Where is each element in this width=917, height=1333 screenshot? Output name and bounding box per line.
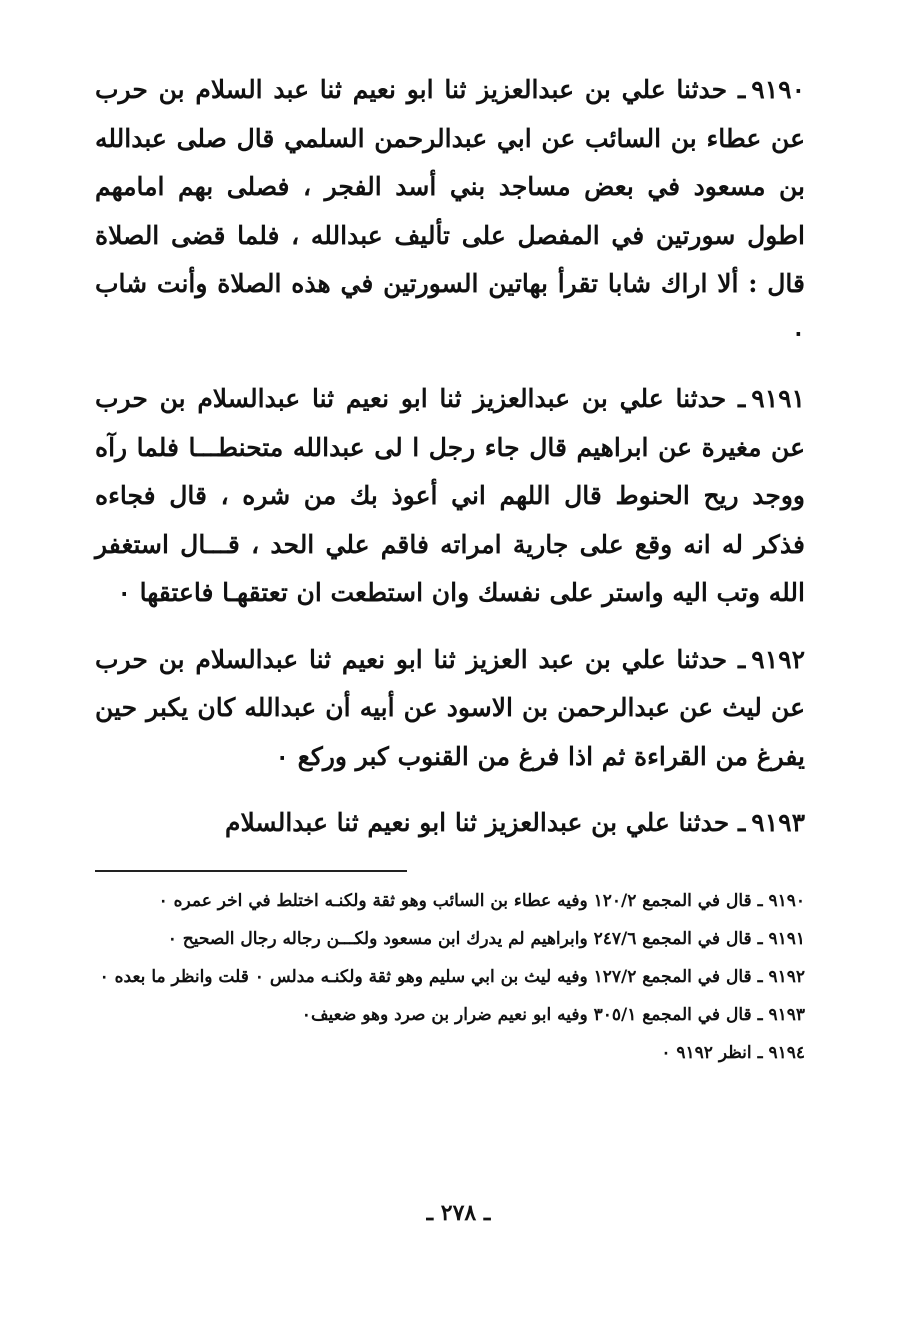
footnote-text: قال في المجمع ١٢٧/٢ وفيه ليث بن ابي سليم وهو ثقة ولكنـه مدلس ٠ قلت وانظر ما بعده ٠ [99,967,752,987]
footnote-text: قال في المجمع ٣٠٥/١ وفيه ابو نعيم ضرار بن صرد وهو ضعيف٠ [301,1005,752,1025]
dash: ـ [737,75,746,104]
footnote-number: ٩١٩٤ [768,1043,805,1063]
hadith-number: ٩١٩١ [751,384,805,413]
dash: ـ [737,384,746,413]
footnote-9191 [95,924,805,954]
hadith-number: ٩١٩٢ [751,644,805,674]
footnote-text: قال في المجمع ٢٤٧/٦ وابراهيم لم يدرك ابن مسعود ولكـــن رجاله رجال الصحيح ٠ [167,929,752,949]
footnote-9194 [95,1038,805,1068]
hadith-text: حدثنا علي بن عبد العزيز ثنا ابو نعيم ثنا عبدالسلام بن حرب عن ليث عن عبدالرحمن بن الاسود عن أبيه أن عبدالله كان يكبر حين يفرغ من القراءة ثم اذا فرغ من القنوب كبر وركع ٠ [95,644,805,771]
footnote-text: انظر ٩١٩٢ ٠ [661,1043,752,1063]
hadith-text: حدثنا علي بن عبدالعزيز ثنا ابو نعيم ثنا عبدالسلام بن حرب عن مغيرة عن ابراهيم قال جاء رجل ا لى عبدالله متحنطـــا فلما رآه ووجد ريح الحنوط قال اللهم اني أعوذ بك من شره ، قال فجاءه فذكر له انه وقع على جارية امراته فاقم علي الحد ، قـــال استغفر الله وتب اليه واستر على نفسك وان استطعت ان تعتقهـا فاعتقها ٠ [95,384,805,607]
dash: ـ [737,644,746,674]
main-text [95,66,805,866]
hadith-text: حدثنا علي بن عبدالعزيز ثنا ابو نعيم ثنا عبدالسلام [225,808,730,837]
footnote-9190 [95,886,805,916]
dash: ـ [737,808,746,837]
footnote-number: ٩١٩٠ [768,891,805,911]
footnote-number: ٩١٩٢ [768,967,805,987]
dash: ـ [757,1043,763,1063]
footnote-divider [95,870,407,872]
footnote-text: قال في المجمع ١٢٠/٢ وفيه عطاء بن السائب وهو ثقة ولكنـه اختلط في اخر عمره ٠ [158,891,752,911]
footnotes [95,886,805,1076]
footnote-number: ٩١٩١ [768,929,805,949]
dash: ـ [757,891,763,911]
dash: ـ [757,967,763,987]
hadith-9191 [95,375,805,618]
hadith-number: ٩١٩٣ [751,808,805,837]
hadith-9192 [95,636,805,782]
dash: ـ [757,1005,763,1025]
footnote-9193 [95,1000,805,1030]
hadith-text: حدثنا علي بن عبدالعزيز ثنا ابو نعيم ثنا عبد السلام بن حرب عن عطاء بن السائب عن ابي عبدالرحمن السلمي قال صلى عبدالله بن مسعود في بعض مساجد بني أسد الفجر ، فصلى بهم امامهم اطول سورتين في المفصل على تأليف عبدالله ، فلما قضى الصلاة قال : ألا اراك شابا تقرأ بهاتين السورتين في هذه الصلاة وأنت شاب ٠ [95,75,805,347]
footnote-number: ٩١٩٣ [768,1005,805,1025]
footnote-9192 [95,962,805,992]
page-number: ـ ٢٧٨ ـ [426,1200,491,1226]
hadith-number: ٩١٩٠ [751,75,805,104]
hadith-9190 [95,66,805,357]
hadith-9193 [95,799,805,848]
dash: ـ [757,929,763,949]
